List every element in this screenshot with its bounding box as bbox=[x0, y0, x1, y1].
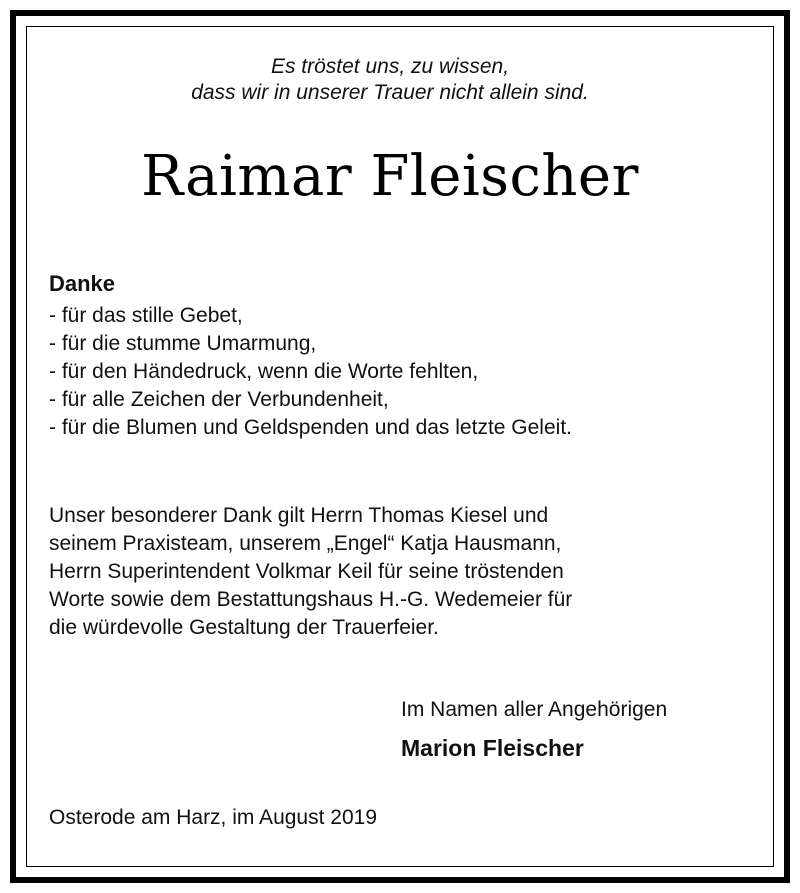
place-date: Osterode am Harz, im August 2019 bbox=[49, 806, 377, 829]
special-thanks-line: Herrn Superintendent Volkmar Keil für seine tröstenden bbox=[49, 560, 564, 583]
thanks-item: - für alle Zeichen der Verbundenheit, bbox=[49, 388, 389, 411]
thanks-list bbox=[49, 302, 572, 442]
signer-name: Marion Fleischer bbox=[401, 735, 584, 761]
special-thanks-line: Unser besonderer Dank gilt Herrn Thomas Kiesel und bbox=[49, 504, 549, 527]
thank-you-notice bbox=[14, 14, 766, 859]
thanks-item: - für den Händedruck, wenn die Worte fehlten, bbox=[49, 360, 479, 383]
thanks-item: - für die stumme Umarmung, bbox=[49, 332, 317, 355]
motto-line-2: dass wir in unserer Trauer nicht allein sind. bbox=[191, 81, 589, 104]
thanks-item: - für das stille Gebet, bbox=[49, 304, 243, 327]
special-thanks-line: Worte sowie dem Bestattungshaus H.-G. Wedemeier für bbox=[49, 588, 573, 611]
special-thanks-line: die würdevolle Gestaltung der Trauerfeier. bbox=[49, 616, 439, 639]
thanks-item: - für die Blumen und Geldspenden und das letzte Geleit. bbox=[49, 416, 572, 439]
motto-line-1: Es tröstet uns, zu wissen, bbox=[270, 55, 510, 78]
special-thanks-line: seinem Praxisteam, unserem „Engel“ Katja Hausmann, bbox=[49, 532, 562, 555]
special-thanks-paragraph bbox=[49, 502, 739, 642]
on-behalf-line: Im Namen aller Angehörigen bbox=[401, 698, 668, 721]
deceased-name: Raimar Fleischer bbox=[141, 144, 639, 209]
thanks-title: Danke bbox=[49, 271, 116, 296]
